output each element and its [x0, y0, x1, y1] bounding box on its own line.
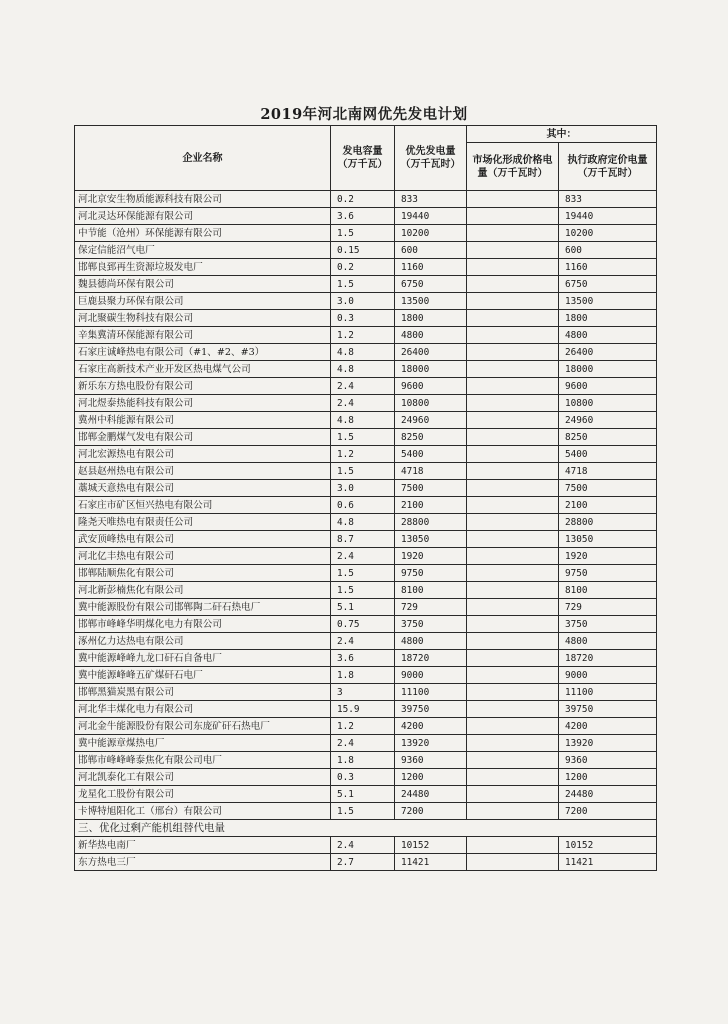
market-energy-cell: [467, 191, 559, 208]
table-row: [75, 191, 657, 208]
table-row: [75, 837, 657, 854]
priority-energy-cell: 24480: [395, 786, 467, 803]
capacity-cell: 8.7: [331, 531, 395, 548]
table-row: [75, 582, 657, 599]
market-energy-cell: [467, 684, 559, 701]
market-energy-cell: [467, 752, 559, 769]
capacity-cell: 3.6: [331, 650, 395, 667]
table-row: [75, 412, 657, 429]
table-row: [75, 599, 657, 616]
table-row: [75, 667, 657, 684]
capacity-cell: 0.3: [331, 310, 395, 327]
header-name: 企业名称: [75, 126, 331, 191]
company-name-cell: 河北聚碳生物科技有限公司: [75, 310, 331, 327]
govt-energy-cell: 4800: [559, 327, 657, 344]
company-name-cell: 石家庄市矿区恒兴热电有限公司: [75, 497, 331, 514]
company-name-cell: 石家庄高新技术产业开发区热电煤气公司: [75, 361, 331, 378]
govt-energy-cell: 13050: [559, 531, 657, 548]
company-name-cell: 藁城天意热电有限公司: [75, 480, 331, 497]
company-name-cell: 邯郸市峰峰华明煤化电力有限公司: [75, 616, 331, 633]
govt-energy-cell: 11100: [559, 684, 657, 701]
priority-energy-cell: 2100: [395, 497, 467, 514]
govt-energy-cell: 19440: [559, 208, 657, 225]
priority-energy-cell: 8250: [395, 429, 467, 446]
company-name-cell: 邯郸市峰峰峰泰焦化有限公司电厂: [75, 752, 331, 769]
company-name-cell: 冀中能源股份有限公司邯郸陶二矸石热电厂: [75, 599, 331, 616]
govt-energy-cell: 4200: [559, 718, 657, 735]
company-name-cell: 河北凯泰化工有限公司: [75, 769, 331, 786]
govt-energy-cell: 13500: [559, 293, 657, 310]
company-name-cell: 隆尧天唯热电有限责任公司: [75, 514, 331, 531]
market-energy-cell: [467, 701, 559, 718]
company-name-cell: 保定信能沼气电厂: [75, 242, 331, 259]
company-name-cell: 冀中能源峰峰五矿煤矸石电厂: [75, 667, 331, 684]
govt-energy-cell: 7500: [559, 480, 657, 497]
table-row: [75, 429, 657, 446]
govt-energy-cell: 5400: [559, 446, 657, 463]
govt-energy-cell: 11421: [559, 854, 657, 871]
capacity-cell: 1.5: [331, 803, 395, 820]
priority-energy-cell: 4800: [395, 633, 467, 650]
table-row: [75, 446, 657, 463]
priority-energy-cell: 9000: [395, 667, 467, 684]
govt-energy-cell: 24960: [559, 412, 657, 429]
market-energy-cell: [467, 361, 559, 378]
priority-energy-cell: 7500: [395, 480, 467, 497]
capacity-cell: 3.6: [331, 208, 395, 225]
capacity-cell: 3.0: [331, 480, 395, 497]
table-row: [75, 633, 657, 650]
market-energy-cell: [467, 854, 559, 871]
market-energy-cell: [467, 327, 559, 344]
capacity-cell: 1.2: [331, 446, 395, 463]
capacity-cell: 5.1: [331, 786, 395, 803]
table-row: [75, 752, 657, 769]
priority-energy-cell: 7200: [395, 803, 467, 820]
capacity-cell: 2.4: [331, 548, 395, 565]
govt-energy-cell: 9750: [559, 565, 657, 582]
priority-energy-cell: 729: [395, 599, 467, 616]
market-energy-cell: [467, 276, 559, 293]
priority-energy-cell: 9600: [395, 378, 467, 395]
priority-energy-cell: 18000: [395, 361, 467, 378]
table-row: [75, 616, 657, 633]
capacity-cell: 2.4: [331, 633, 395, 650]
company-name-cell: 东方热电三厂: [75, 854, 331, 871]
priority-energy-cell: 5400: [395, 446, 467, 463]
market-energy-cell: [467, 208, 559, 225]
table-row: [75, 565, 657, 582]
govt-energy-cell: 4800: [559, 633, 657, 650]
market-energy-cell: [467, 242, 559, 259]
market-energy-cell: [467, 378, 559, 395]
priority-energy-cell: 3750: [395, 616, 467, 633]
table-row: [75, 310, 657, 327]
table-row: [75, 361, 657, 378]
header-capacity: 发电容量（万千瓦）: [331, 126, 395, 191]
govt-energy-cell: 9000: [559, 667, 657, 684]
capacity-cell: 1.5: [331, 225, 395, 242]
capacity-cell: 0.2: [331, 191, 395, 208]
table-row: [75, 242, 657, 259]
govt-energy-cell: 10200: [559, 225, 657, 242]
table-body: [75, 191, 657, 820]
company-name-cell: 邯郸良郅再生资源垃圾发电厂: [75, 259, 331, 276]
header-of-which: 其中：: [467, 126, 657, 143]
priority-energy-cell: 28800: [395, 514, 467, 531]
capacity-cell: 4.8: [331, 361, 395, 378]
priority-energy-cell: 1800: [395, 310, 467, 327]
govt-energy-cell: 9600: [559, 378, 657, 395]
market-energy-cell: [467, 514, 559, 531]
priority-energy-cell: 9360: [395, 752, 467, 769]
table-row: [75, 701, 657, 718]
capacity-cell: 4.8: [331, 514, 395, 531]
table-row: [75, 548, 657, 565]
header-govt: 执行政府定价电量（万千瓦时）: [559, 143, 657, 191]
govt-energy-cell: 18000: [559, 361, 657, 378]
govt-energy-cell: 28800: [559, 514, 657, 531]
company-name-cell: 河北金牛能源股份有限公司东庞矿矸石热电厂: [75, 718, 331, 735]
table-row: [75, 803, 657, 820]
section-3: [75, 820, 657, 837]
company-name-cell: 河北新彭楠焦化有限公司: [75, 582, 331, 599]
market-energy-cell: [467, 803, 559, 820]
market-energy-cell: [467, 480, 559, 497]
capacity-cell: 2.4: [331, 378, 395, 395]
priority-energy-cell: 1160: [395, 259, 467, 276]
market-energy-cell: [467, 446, 559, 463]
company-name-cell: 辛集冀清环保能源有限公司: [75, 327, 331, 344]
govt-energy-cell: 26400: [559, 344, 657, 361]
table-row: [75, 344, 657, 361]
priority-energy-cell: 26400: [395, 344, 467, 361]
capacity-cell: 3: [331, 684, 395, 701]
govt-energy-cell: 4718: [559, 463, 657, 480]
capacity-cell: 0.3: [331, 769, 395, 786]
govt-energy-cell: 1200: [559, 769, 657, 786]
priority-energy-cell: 4200: [395, 718, 467, 735]
capacity-cell: 0.6: [331, 497, 395, 514]
table-row: [75, 395, 657, 412]
company-name-cell: 冀中能源峰峰九龙口矸石自备电厂: [75, 650, 331, 667]
priority-energy-cell: 18720: [395, 650, 467, 667]
capacity-cell: 4.8: [331, 344, 395, 361]
priority-energy-cell: 13500: [395, 293, 467, 310]
priority-energy-cell: 1920: [395, 548, 467, 565]
table-row: [75, 293, 657, 310]
company-name-cell: 河北京安生物质能源科技有限公司: [75, 191, 331, 208]
company-name-cell: 魏县德尚环保有限公司: [75, 276, 331, 293]
table-row: [75, 225, 657, 242]
company-name-cell: 邯郸陆顺焦化有限公司: [75, 565, 331, 582]
capacity-cell: 2.7: [331, 854, 395, 871]
company-name-cell: 新乐东方热电股份有限公司: [75, 378, 331, 395]
priority-energy-cell: 6750: [395, 276, 467, 293]
market-energy-cell: [467, 786, 559, 803]
priority-energy-cell: 8100: [395, 582, 467, 599]
market-energy-cell: [467, 582, 559, 599]
company-name-cell: 赵县赵州热电有限公司: [75, 463, 331, 480]
market-energy-cell: [467, 616, 559, 633]
market-energy-cell: [467, 463, 559, 480]
govt-energy-cell: 3750: [559, 616, 657, 633]
govt-energy-cell: 833: [559, 191, 657, 208]
header-market: 市场化形成价格电量（万千瓦时）: [467, 143, 559, 191]
govt-energy-cell: 10152: [559, 837, 657, 854]
company-name-cell: 石家庄诚峰热电有限公司（#1、#2、#3）: [75, 344, 331, 361]
company-name-cell: 河北宏源热电有限公司: [75, 446, 331, 463]
company-name-cell: 新华热电南厂: [75, 837, 331, 854]
table-row: [75, 327, 657, 344]
table-row: [75, 531, 657, 548]
capacity-cell: 1.8: [331, 667, 395, 684]
market-energy-cell: [467, 429, 559, 446]
company-name-cell: 河北亿丰热电有限公司: [75, 548, 331, 565]
table-row: [75, 497, 657, 514]
market-energy-cell: [467, 225, 559, 242]
govt-energy-cell: 6750: [559, 276, 657, 293]
company-name-cell: 邯郸金鹏煤气发电有限公司: [75, 429, 331, 446]
capacity-cell: 3.0: [331, 293, 395, 310]
header-priority: 优先发电量（万千瓦时）: [395, 126, 467, 191]
company-name-cell: 河北煜泰热能科技有限公司: [75, 395, 331, 412]
generation-plan-table: [74, 125, 657, 871]
govt-energy-cell: 1800: [559, 310, 657, 327]
market-energy-cell: [467, 599, 559, 616]
table-row: [75, 514, 657, 531]
company-name-cell: 卡博特旭阳化工（邢台）有限公司: [75, 803, 331, 820]
capacity-cell: 1.8: [331, 752, 395, 769]
priority-energy-cell: 600: [395, 242, 467, 259]
capacity-cell: 2.4: [331, 735, 395, 752]
market-energy-cell: [467, 633, 559, 650]
market-energy-cell: [467, 531, 559, 548]
table-row: [75, 259, 657, 276]
table-row: [75, 735, 657, 752]
section-3-body: [75, 837, 657, 871]
company-name-cell: 中节能（沧州）环保能源有限公司: [75, 225, 331, 242]
priority-energy-cell: 4800: [395, 327, 467, 344]
capacity-cell: 1.2: [331, 327, 395, 344]
govt-energy-cell: 24480: [559, 786, 657, 803]
market-energy-cell: [467, 395, 559, 412]
priority-energy-cell: 11421: [395, 854, 467, 871]
table-row: [75, 650, 657, 667]
capacity-cell: 2.4: [331, 837, 395, 854]
market-energy-cell: [467, 412, 559, 429]
priority-energy-cell: 39750: [395, 701, 467, 718]
govt-energy-cell: 8250: [559, 429, 657, 446]
header-row-1: [75, 126, 657, 143]
table-row: [75, 480, 657, 497]
govt-energy-cell: 600: [559, 242, 657, 259]
priority-energy-cell: 13920: [395, 735, 467, 752]
govt-energy-cell: 8100: [559, 582, 657, 599]
capacity-cell: 1.5: [331, 582, 395, 599]
table-row: [75, 208, 657, 225]
priority-energy-cell: 10200: [395, 225, 467, 242]
market-energy-cell: [467, 735, 559, 752]
market-energy-cell: [467, 650, 559, 667]
market-energy-cell: [467, 769, 559, 786]
market-energy-cell: [467, 497, 559, 514]
govt-energy-cell: 18720: [559, 650, 657, 667]
company-name-cell: 武安顶峰热电有限公司: [75, 531, 331, 548]
capacity-cell: 15.9: [331, 701, 395, 718]
table-row: [75, 378, 657, 395]
priority-energy-cell: 13050: [395, 531, 467, 548]
priority-energy-cell: 24960: [395, 412, 467, 429]
priority-energy-cell: 4718: [395, 463, 467, 480]
capacity-cell: 1.5: [331, 463, 395, 480]
priority-energy-cell: 9750: [395, 565, 467, 582]
priority-energy-cell: 19440: [395, 208, 467, 225]
govt-energy-cell: 9360: [559, 752, 657, 769]
section-3-title: 三、优化过剩产能机组替代电量: [75, 820, 657, 837]
capacity-cell: 1.5: [331, 429, 395, 446]
govt-energy-cell: 2100: [559, 497, 657, 514]
govt-energy-cell: 729: [559, 599, 657, 616]
company-name-cell: 涿州亿力达热电有限公司: [75, 633, 331, 650]
govt-energy-cell: 39750: [559, 701, 657, 718]
priority-energy-cell: 1200: [395, 769, 467, 786]
market-energy-cell: [467, 344, 559, 361]
market-energy-cell: [467, 667, 559, 684]
capacity-cell: 1.5: [331, 276, 395, 293]
govt-energy-cell: 1920: [559, 548, 657, 565]
priority-energy-cell: 10152: [395, 837, 467, 854]
capacity-cell: 0.2: [331, 259, 395, 276]
govt-energy-cell: 1160: [559, 259, 657, 276]
company-name-cell: 冀州中科能源有限公司: [75, 412, 331, 429]
capacity-cell: 1.2: [331, 718, 395, 735]
market-energy-cell: [467, 293, 559, 310]
priority-energy-cell: 11100: [395, 684, 467, 701]
capacity-cell: 1.5: [331, 565, 395, 582]
govt-energy-cell: 7200: [559, 803, 657, 820]
capacity-cell: 4.8: [331, 412, 395, 429]
company-name-cell: 巨鹿县聚力环保有限公司: [75, 293, 331, 310]
capacity-cell: 0.15: [331, 242, 395, 259]
table-row: [75, 718, 657, 735]
capacity-cell: 0.75: [331, 616, 395, 633]
priority-energy-cell: 10800: [395, 395, 467, 412]
govt-energy-cell: 10800: [559, 395, 657, 412]
govt-energy-cell: 13920: [559, 735, 657, 752]
market-energy-cell: [467, 548, 559, 565]
page-title: 2019年河北南网优先发电计划: [260, 106, 468, 123]
table-row: [75, 854, 657, 871]
priority-energy-cell: 833: [395, 191, 467, 208]
table-row: [75, 276, 657, 293]
company-name-cell: 龙星化工股份有限公司: [75, 786, 331, 803]
table-row: [75, 684, 657, 701]
company-name-cell: 冀中能源章煤热电厂: [75, 735, 331, 752]
table-row: [75, 463, 657, 480]
section-3-heading-row: [75, 820, 657, 837]
capacity-cell: 2.4: [331, 395, 395, 412]
company-name-cell: 邯郸黑猫炭黑有限公司: [75, 684, 331, 701]
company-name-cell: 河北华丰煤化电力有限公司: [75, 701, 331, 718]
market-energy-cell: [467, 718, 559, 735]
market-energy-cell: [467, 837, 559, 854]
market-energy-cell: [467, 310, 559, 327]
market-energy-cell: [467, 259, 559, 276]
table-row: [75, 769, 657, 786]
table-row: [75, 786, 657, 803]
company-name-cell: 河北灵达环保能源有限公司: [75, 208, 331, 225]
capacity-cell: 5.1: [331, 599, 395, 616]
market-energy-cell: [467, 565, 559, 582]
